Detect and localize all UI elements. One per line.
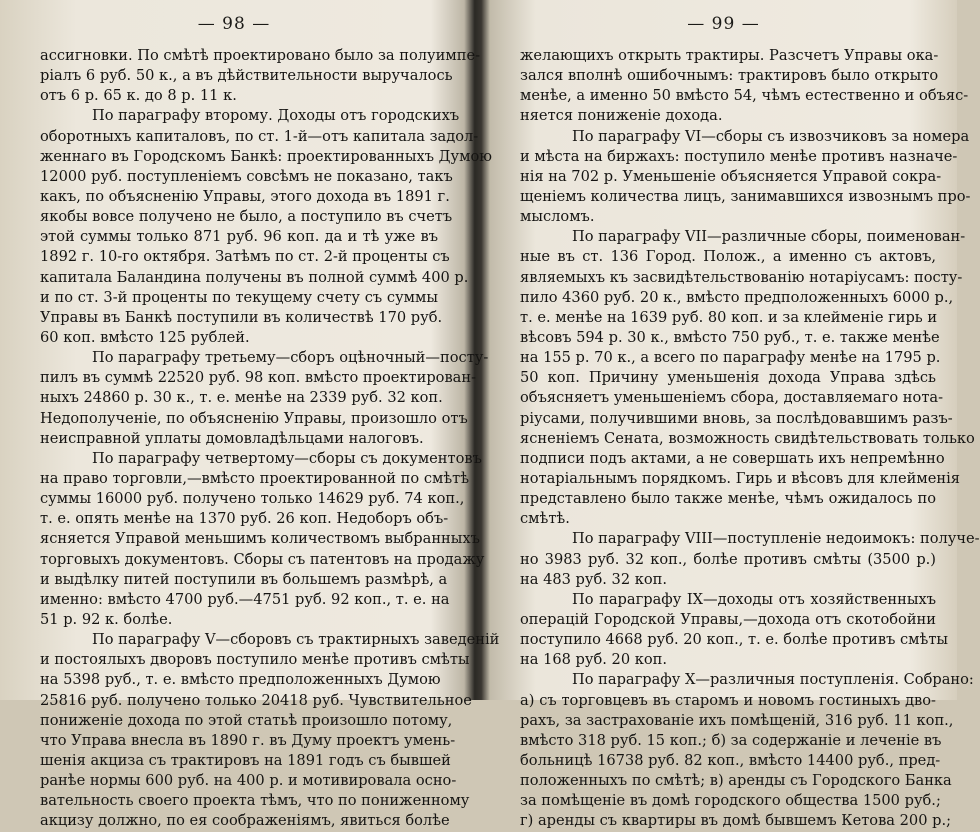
text-line: Недополученіе, по объясненію Управы, произошло отъ — [40, 409, 468, 427]
text-line: 50 коп. Причину уменьшенія дохода Управа здѣсь — [520, 369, 936, 387]
right-page — [490, 0, 980, 830]
page-number-99: — 99 — — [687, 14, 760, 34]
text-line: зался вполнѣ ошибочнымъ: трактировъ было открыто — [520, 67, 939, 85]
text-line: на 483 руб. 32 коп. — [520, 570, 668, 588]
left-page-text — [40, 46, 500, 831]
text-line: ные въ ст. 136 Город. Полож., а именно съ актовъ, — [520, 248, 936, 266]
text-line: именно: вмѣсто 4700 руб.—4751 руб. 92 коп., т. е. на — [40, 590, 450, 608]
text-line: 1892 г. 10-го октября. Затѣмъ по ст. 2-й проценты съ — [40, 248, 450, 266]
text-line: мысломъ. — [520, 208, 595, 226]
text-line: операцій Городской Управы,—дохода отъ скотобойни — [520, 610, 936, 628]
text-line: пилъ въ суммѣ 22520 руб. 98 коп. вмѣсто проектирован- — [40, 369, 477, 387]
right-page-text — [520, 46, 980, 831]
text-line: отъ 6 р. 65 к. до 8 р. 11 к. — [40, 87, 237, 105]
text-line: По параграфу X—различныя поступленія. Собрано: — [572, 671, 974, 689]
text-line: 25816 руб. получено только 20418 руб. Чувствительное — [40, 691, 472, 709]
text-line: ясняется Управой меньшимъ количествомъ выбранныхъ — [40, 530, 480, 548]
text-line: оборотныхъ капиталовъ, по ст. 1-й—отъ капитала задол- — [40, 127, 479, 145]
text-line: акцизу должно, по ея соображеніямъ, явиться болѣе — [40, 812, 450, 830]
text-line: По параграфу VIII—поступленіе недоимокъ: получе- — [572, 530, 980, 548]
text-line: няется пониженіе дохода. — [520, 107, 723, 125]
text-line: смѣтѣ. — [520, 510, 570, 528]
text-line: якобы вовсе получено не было, а поступило въ счетъ — [40, 208, 453, 226]
text-line: но 3983 руб. 32 коп., болѣе противъ смѣты (3500 р.) — [520, 550, 936, 568]
text-line: на 168 руб. 20 коп. — [520, 651, 668, 669]
text-line: на 5398 руб., т. е. вмѣсто предположенныхъ Думою — [40, 671, 441, 689]
text-line: По параграфу четвертому—сборы съ документовъ — [92, 449, 482, 467]
text-line: а) съ торговцевъ въ старомъ и новомъ гостиныхъ дво- — [520, 691, 936, 709]
text-line: капитала Баландина получены въ полной суммѣ 400 р. — [40, 268, 469, 286]
page-number-98: — 98 — — [197, 14, 271, 34]
text-line: и по ст. 3-й проценты по текущему счету съ суммы — [40, 288, 438, 306]
text-line: По параграфу VII—различные сборы, поименован- — [572, 228, 966, 246]
text-line: рахъ, за застрахованіе ихъ помѣщеній, 316 руб. 11 коп., — [520, 711, 954, 729]
text-line: нотаріальнымъ порядкомъ. Гирь и вѣсовъ для клейменія — [520, 469, 960, 487]
text-line: поступило 4668 руб. 20 коп., т. е. болѣе противъ смѣты — [520, 631, 949, 649]
text-line: т. е. менѣе на 1639 руб. 80 коп. и за клейменіе гирь и — [520, 308, 938, 326]
text-line: г) аренды съ квартиры въ домѣ бывшемъ Кетова 200 р.; — [520, 812, 952, 830]
text-line: т. е. опять менѣе на 1370 руб. 26 коп. Недоборъ объ- — [40, 510, 449, 528]
text-line: на право торговли,—вмѣсто проектированной по смѣтѣ — [40, 469, 470, 487]
text-line: По параграфу V—сборовъ съ трактирныхъ заведеній — [92, 631, 500, 649]
text-line: какъ, по объясненію Управы, этого дохода въ 1891 г. — [40, 187, 450, 205]
text-line: вѣсовъ 594 р. 30 к., вмѣсто 750 руб., т. е. также менѣе — [520, 328, 940, 346]
text-line: ріалъ 6 руб. 50 к., а въ дѣйствительности выручалось — [40, 67, 453, 85]
text-line: больницѣ 16738 руб. 82 коп., вмѣсто 14400 руб., пред- — [520, 751, 941, 769]
text-line: представлено было также менѣе, чѣмъ ожидалось по — [520, 490, 936, 508]
text-line: ранѣе нормы 600 руб. на 400 р. и мотивировала осно- — [40, 772, 457, 790]
text-line: положенныхъ по смѣтѣ; в) аренды съ Городского Банка — [520, 772, 952, 790]
text-line: По параграфу третьему—сборъ оцѣночный—посту- — [92, 349, 489, 367]
text-line: и постоялыхъ дворовъ поступило менѣе противъ смѣты — [40, 651, 470, 669]
text-line: ріусами, получившими вновь, за послѣдовавшимъ разъ- — [520, 409, 953, 427]
text-line: неисправной уплаты домовладѣльцами налоговъ. — [40, 429, 424, 447]
text-line: ныхъ 24860 р. 30 к., т. е. менѣе на 2339 руб. 32 коп. — [40, 389, 443, 407]
text-line: По параграфу второму. Доходы отъ городскихъ — [92, 107, 460, 125]
text-line: шенія акциза съ трактировъ на 1891 годъ съ бывшей — [40, 751, 451, 769]
text-line: По параграфу IX—доходы отъ хозяйственныхъ — [572, 590, 936, 608]
text-line: суммы 16000 руб. получено только 14629 руб. 74 коп., — [40, 490, 465, 508]
text-line: и выдѣлку питей поступили въ большемъ размѣрѣ, а — [40, 570, 448, 588]
text-line: 12000 руб. поступленіемъ совсѣмъ не показано, такъ — [40, 167, 453, 185]
text-line: женнаго въ Городскомъ Банкѣ: проектированныхъ Думою — [40, 147, 492, 165]
text-line: щеніемъ количества лицъ, занимавшихся извознымъ про- — [520, 187, 971, 205]
text-line: этой суммы только 871 руб. 96 коп. да и тѣ уже въ — [40, 228, 438, 246]
text-line: ясненіемъ Сената, возможность свидѣтельствовать только — [520, 429, 975, 447]
text-line: вательность своего проекта тѣмъ, что по пониженному — [40, 792, 470, 810]
text-line: По параграфу VI—сборы съ извозчиковъ за номера — [572, 127, 970, 145]
text-line: 51 р. 92 к. болѣе. — [40, 610, 173, 628]
text-line: торговыхъ документовъ. Сборы съ патентовъ на продажу — [40, 550, 485, 568]
text-line: желающихъ открыть трактиры. Разсчетъ Управы ока- — [520, 47, 939, 64]
text-line: 60 коп. вмѣсто 125 рублей. — [40, 328, 250, 346]
text-line: объясняетъ уменьшеніемъ сбора, доставляемаго нота- — [520, 389, 944, 407]
text-line: подписи подъ актами, а не совершать ихъ непремѣнно — [520, 449, 945, 467]
text-line: и мѣста на биржахъ: поступило менѣе противъ назначе- — [520, 147, 958, 165]
text-line: являемыхъ къ засвидѣтельствованію нотаріусамъ: посту- — [520, 268, 963, 286]
text-line: что Управа внесла въ 1890 г. въ Думу проектъ умень- — [40, 731, 456, 749]
text-line: пило 4360 руб. 20 к., вмѣсто предположенныхъ 6000 р., — [520, 288, 954, 306]
text-line: менѣе, а именно 50 вмѣсто 54, чѣмъ естественно и объяс- — [520, 87, 969, 105]
text-line: вмѣсто 318 руб. 15 коп.; б) за содержаніе и леченіе въ — [520, 731, 942, 749]
text-line: за помѣщеніе въ домѣ городского общества 1500 руб.; — [520, 792, 941, 810]
text-line: Управы въ Банкѣ поступили въ количествѣ 170 руб. — [40, 308, 443, 326]
text-line: на 155 р. 70 к., а всего по параграфу менѣе на 1795 р. — [520, 349, 941, 367]
text-line: ассигновки. По смѣтѣ проектировано было за полуимпе- — [40, 47, 481, 64]
text-line: нія на 702 р. Уменьшеніе объясняется Управой сокра- — [520, 167, 942, 185]
text-line: пониженіе дохода по этой статьѣ произошло потому, — [40, 711, 453, 729]
